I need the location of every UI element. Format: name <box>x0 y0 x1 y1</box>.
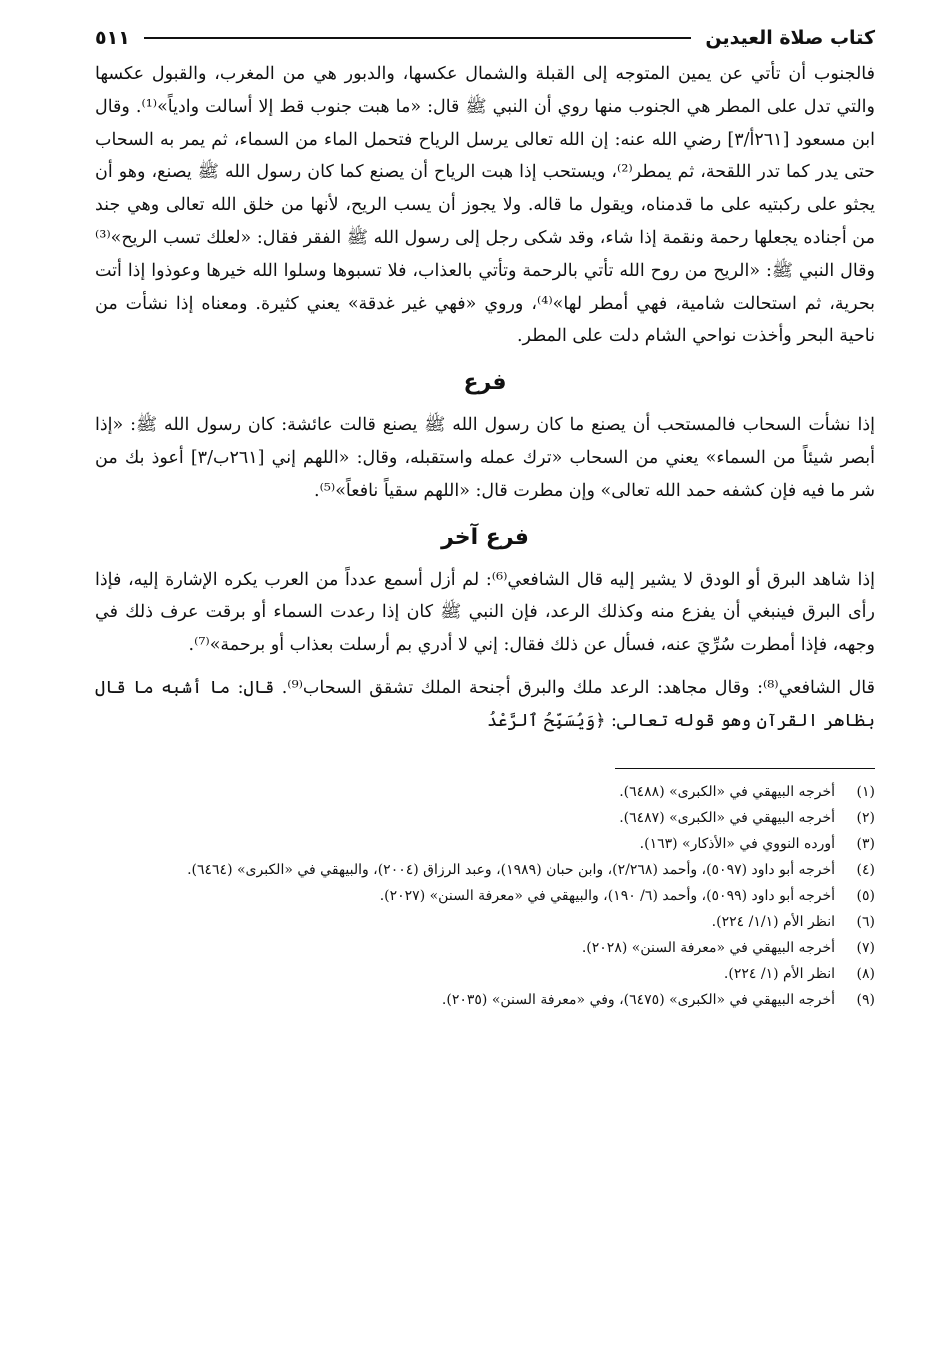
footnote-text: أخرجه البيهقي في «الكبرى» (٦٤٨٧). <box>619 809 835 826</box>
footnote <box>95 883 875 909</box>
footnote-text: أخرجه أبو داود (٥٠٩٩)، وأحمد (٦/ ١٩٠)، والبيهقي في «معرفة السنن» (٢٠٢٧). <box>379 887 835 904</box>
footnote-number: (٩) <box>856 991 875 1008</box>
footnote <box>95 961 875 987</box>
main-text <box>95 58 875 738</box>
paragraph: إذا نشأت السحاب فالمستحب أن يصنع ما كان رسول الله ﷺ يصنع قالت عائشة: كان رسول الله ﷺ: «إذا أبصر شيئاً من السماء» يعني من السحاب «ترك عمله واستقبله، وقال: «اللهم إني [٢٦١ب/٣] أعوذ بك من شر ما فيه فإن كشفه حمد الله تعالى» وإن مطرت قال: «اللهم سقياً نافعاً»⁽⁵⁾. <box>95 415 876 501</box>
footnote-text: أورده النووي في «الأذكار» (١٦٣). <box>639 835 835 852</box>
book-page <box>95 18 875 1013</box>
footnotes-list <box>95 779 875 1013</box>
header-rule <box>144 37 692 39</box>
footnote <box>95 831 875 857</box>
footnote <box>95 805 875 831</box>
footnote-text: أخرجه أبو داود (٥٠٩٧)، وأحمد (٢/٢٦٨)، وابن حبان (١٩٨٩)، وعبد الرزاق (٢٠٠٤)، والبيهقي في «الكبرى» (٦٤٦٤). <box>187 861 835 878</box>
footnote-number: (١) <box>856 783 875 800</box>
running-header <box>95 18 875 58</box>
section-heading: فرع آخر <box>441 524 529 550</box>
footnote-number: (٣) <box>856 835 875 852</box>
section-heading: فرع <box>463 370 507 396</box>
footnote-number: (٥) <box>856 887 875 904</box>
footnote-text: انظر الأم (١/١/ ٢٢٤). <box>711 913 835 930</box>
footnote <box>95 779 875 805</box>
footnote-text: انظر الأم (١/ ٢٢٤). <box>723 965 835 982</box>
footnote-divider <box>615 768 875 769</box>
footnote <box>95 857 875 883</box>
footnote-number: (٧) <box>856 939 875 956</box>
book-title: كتاب صلاة العيدين <box>705 27 875 49</box>
footnote-number: (٤) <box>856 861 875 878</box>
footnote-text: أخرجه البيهقي في «الكبرى» (٦٤٨٨). <box>619 783 835 800</box>
paragraph: فالجنوب أن تأتي عن يمين المتوجه إلى القبلة والشمال عكسها، والدبور هي من المغرب، والقبول عكسها والتي تدل على المطر هي الجنوب منها روي أن النبي ﷺ قال: «ما هبت جنوب قط إلا أسالت وادياً»⁽¹⁾. وقال ابن مسعود [٢٦١أ/٣] رضي الله عنه: إن الله تعالى يرسل الرياح فتحمل الماء من السماء، ثم يمر به السحاب حتى يدر كما تدر اللقحة، ثم يمطر⁽²⁾، ويستحب إذا هبت الرياح أن يصنع كما كان رسول الله ﷺ يصنع، وهو أن يجثو على ركبتيه على ما قدمناه، ويقول ما قاله. ولا يجوز أن يسب الريح، لأنها من خلق الله تعالى وهي جند من أجناده يجعلها رحمة ونقمة إذا شاء، وقد شكى رجل إلى رسول الله ﷺ الفقر فقال: «لعلك تسب الريح»⁽³⁾ وقال النبي ﷺ: «الريح من روح الله تأتي بالرحمة وتأتي بالعذاب، فلا تسبوها وسلوا الله خيرها وعوذوا إذا أتت بحرية، ثم استحالت شامية، فهي أمطر لها»⁽⁴⁾، وروي «فهي غير غدقة» يعني كثيرة. ومعناه إذا نشأت من ناحية البحر وأخذت نواحي الشام دلت على المطر. <box>95 64 875 347</box>
footnote <box>95 909 875 935</box>
footnote-number: (٢) <box>856 809 875 826</box>
footnote <box>95 987 875 1013</box>
footnote <box>95 935 875 961</box>
paragraph: إذا شاهد البرق أو الودق لا يشير إليه قال الشافعي⁽⁶⁾: لم أزل أسمع عدداً من العرب يكره الإشارة إليه، فإذا رأى البرق فينبغي أن يفزع منه وكذلك الرعد، فإن النبي ﷺ كان إذا رعدت السماء أو برقت عرف ذلك في وجهه، فإذا أمطرت سُرِّيَ عنه، فسأل عن ذلك فقال: إني لا أدري بم أرسلت بعذاب أو برحمة»⁽⁷⁾. <box>95 569 875 656</box>
footnote-text: أخرجه البيهقي في «الكبرى» (٦٤٧٥)، وفي «معرفة السنن» (٢٠٣٥). <box>441 991 835 1008</box>
footnote-number: (٨) <box>856 965 875 982</box>
footnote-text: أخرجه البيهقي في «معرفة السنن» (٢٠٢٨). <box>581 939 835 956</box>
paragraph: قال الشافعي⁽⁸⁾: وقال مجاهد: الرعد ملك والبرق أجنحة الملك تشقق السحاب⁽⁹⁾. قال: ما أشبه ما قال بظاهر القرآن وهو قوله تعالى: ﴿وَيُسَبِّحُ ٱلرَّعْدُ <box>95 677 875 731</box>
page-number: ٥١١ <box>95 27 130 49</box>
footnote-number: (٦) <box>856 913 875 930</box>
